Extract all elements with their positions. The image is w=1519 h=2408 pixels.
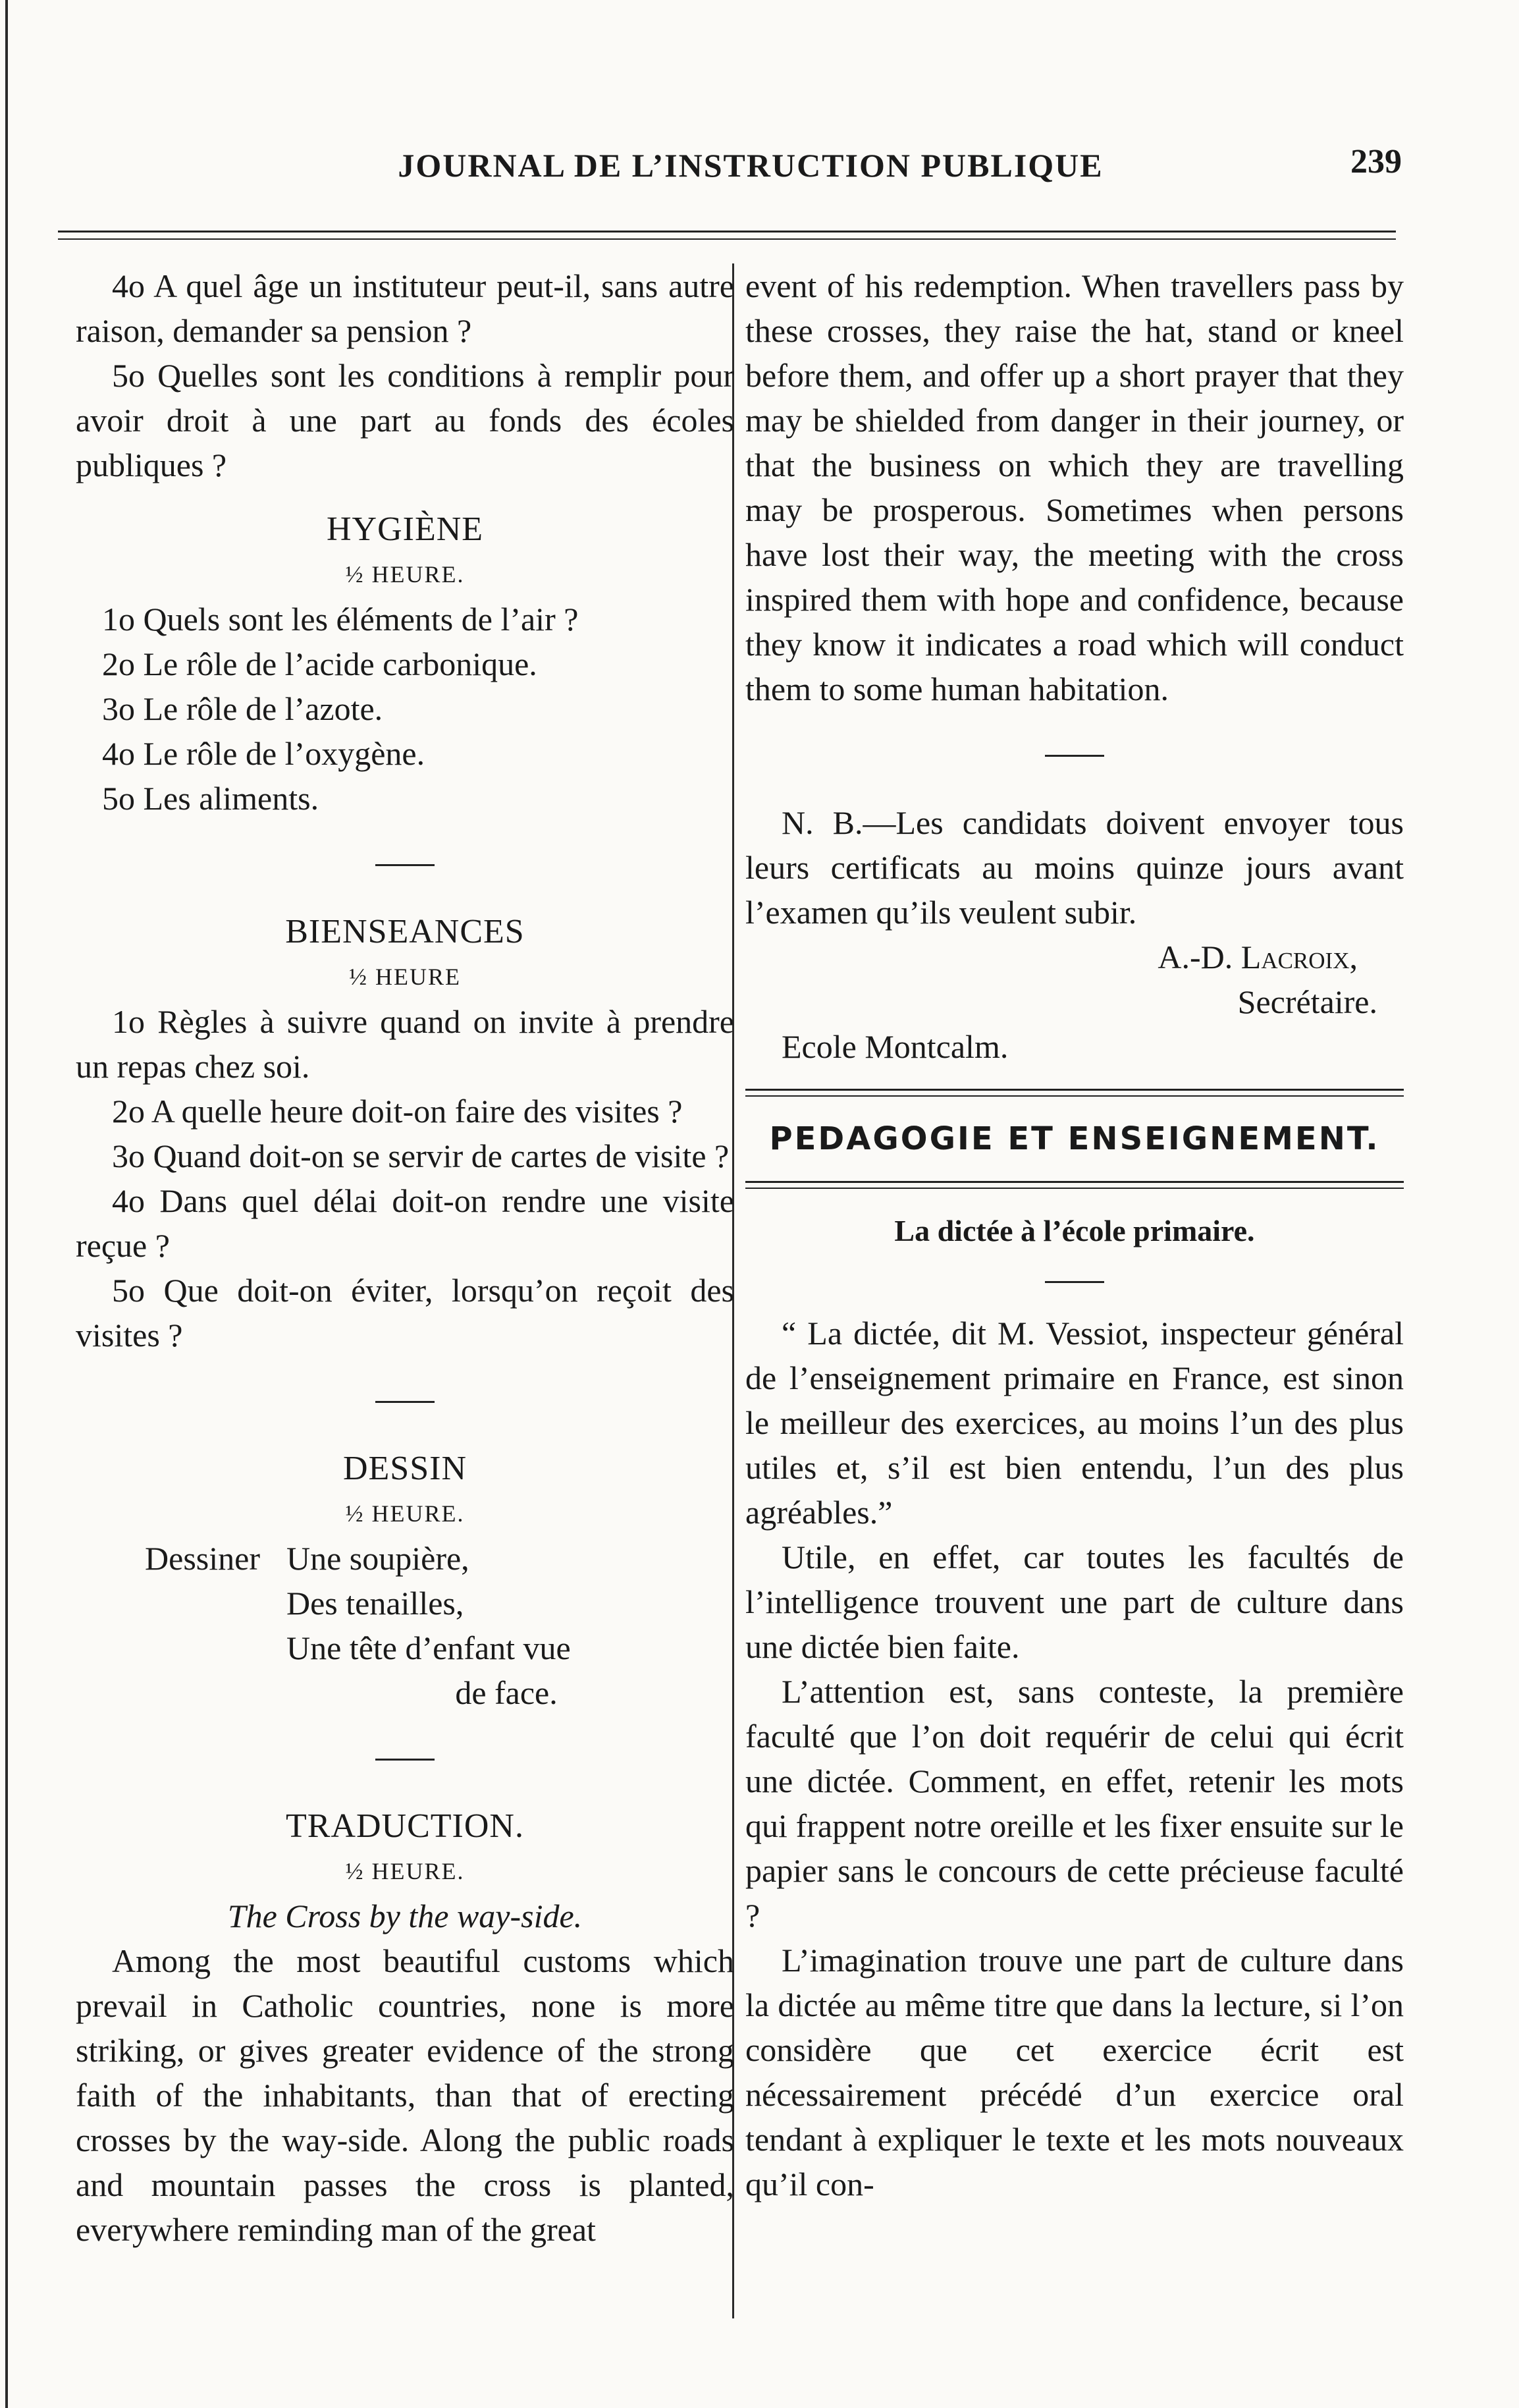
hygiene-item: 1o Quels sont les éléments de l’air ? xyxy=(102,601,579,638)
right-column xyxy=(745,263,1404,2206)
dessin-item: Une soupière, xyxy=(286,1540,469,1577)
hygiene-duration: ½ HEURE. xyxy=(345,561,465,588)
header-rule xyxy=(58,231,1396,240)
bienseances-duration: ½ HEURE xyxy=(349,964,461,990)
left-column xyxy=(76,263,734,2252)
hygiene-item: 5o Les aliments. xyxy=(102,780,319,817)
page-edge xyxy=(5,0,8,2408)
article-paragraph: L’imagination trouve une part de culture dans la dictée au même titre que dans la lecture, si l’on considère que cet exercice écrit est nécessairement précédé d’un exercice oral tendant à expliquer le texte et les mots nouveaux qu’il con- xyxy=(745,1942,1404,2203)
article-title: La dictée à l’école primaire. xyxy=(894,1214,1255,1247)
dessin-heading: DESSIN xyxy=(342,1450,467,1487)
dessin-item-continuation: de face. xyxy=(455,1674,558,1711)
article-paragraph: L’attention est, sans conteste, la première faculté que l’on doit requérir de celui qui écrit une dictée. Comment, en effet, retenir les mots qui frappent notre oreille et les fixer ensuite sur le papier sans le concours de cette précieuse faculté ? xyxy=(745,1673,1404,1934)
section-title: PEDAGOGIE ET ENSEIGNEMENT. xyxy=(769,1120,1380,1157)
dessin-item: Une tête d’enfant vue xyxy=(286,1629,571,1666)
bienseances-item: 2o A quelle heure doit-on faire des visites ? xyxy=(112,1093,683,1130)
section-rule xyxy=(745,1089,1404,1097)
dessin-label: Dessiner xyxy=(145,1540,260,1577)
nb-note: N. B.—Les candidats doivent envoyer tous leurs certificats au moins quinze jours avant l’examen qu’ils veulent subir. xyxy=(745,804,1404,931)
traduction-duration: ½ HEURE. xyxy=(345,1858,465,1884)
dessin-duration: ½ HEURE. xyxy=(345,1500,465,1527)
traduction-body: Among the most beautiful customs which prevail in Catholic countries, none is more striking, or gives greater evidence of the strong faith of the inhabitants, than that of erecting crosses by the way-side. Along the public roads and mountain passes the cross is planted, everywhere reminding man of the great xyxy=(76,1942,734,2248)
hygiene-heading: HYGIÈNE xyxy=(326,510,484,548)
question-5: 5o Quelles sont les conditions à remplir pour avoir droit à une part au fonds des écoles publiques ? xyxy=(76,357,734,483)
hygiene-item: 4o Le rôle de l’oxygène. xyxy=(102,735,425,772)
traduction-title: The Cross by the way-side. xyxy=(227,1898,583,1934)
hygiene-item: 3o Le rôle de l’azote. xyxy=(102,690,383,727)
dessin-items xyxy=(286,1536,571,1715)
article-paragraph: Utile, en effet, car toutes les facultés de l’intelligence trouvent une part de culture dans une dictée bien faite. xyxy=(745,1539,1404,1665)
dessin-item: Des tenailles, xyxy=(286,1585,464,1622)
dessin-block xyxy=(76,1536,734,1715)
hygiene-item: 2o Le rôle de l’acide carbonique. xyxy=(102,645,537,682)
school-name: Ecole Montcalm. xyxy=(782,1028,1009,1065)
article-paragraph: “ La dictée, dit M. Vessiot, inspecteur général de l’enseignement primaire en France, est sinon le meilleur des exercices, au moins l’un des plus utiles et, s’il est bien entendu, l’un des plus agréables.” xyxy=(745,1315,1404,1531)
signature-name: A.-D. Lacroix, xyxy=(1158,939,1358,975)
bienseances-item: 5o Que doit-on éviter, lorsqu’on reçoit des visites ? xyxy=(76,1272,734,1354)
signature-role: Secrétaire. xyxy=(1237,983,1377,1020)
bienseances-item: 4o Dans quel délai doit-on rendre une visite reçue ? xyxy=(76,1182,734,1264)
question-4: 4o A quel âge un instituteur peut-il, sans autre raison, demander sa pension ? xyxy=(76,267,734,349)
bienseances-item: 1o Règles à suivre quand on invite à prendre un repas chez soi. xyxy=(76,1003,734,1085)
traduction-heading: TRADUCTION. xyxy=(286,1807,524,1845)
page-number: 239 xyxy=(1350,143,1402,180)
bienseances-item: 3o Quand doit-on se servir de cartes de visite ? xyxy=(112,1137,730,1174)
translation-continuation: event of his redemption. When travellers pass by these crosses, they raise the hat, stand or kneel before them, and offer up a short prayer that they may be shielded from danger in their journey, or that the business on which they are travelling may be prosperous. Sometimes when persons have lost their way, the meeting with the cross inspired them with hope and confidence, because they know it indicates a road which will conduct them to some human habitation. xyxy=(745,267,1404,707)
bienseances-heading: BIENSEANCES xyxy=(285,913,525,950)
running-header: JOURNAL DE L’INSTRUCTION PUBLIQUE xyxy=(398,147,1104,184)
section-rule xyxy=(745,1181,1404,1189)
